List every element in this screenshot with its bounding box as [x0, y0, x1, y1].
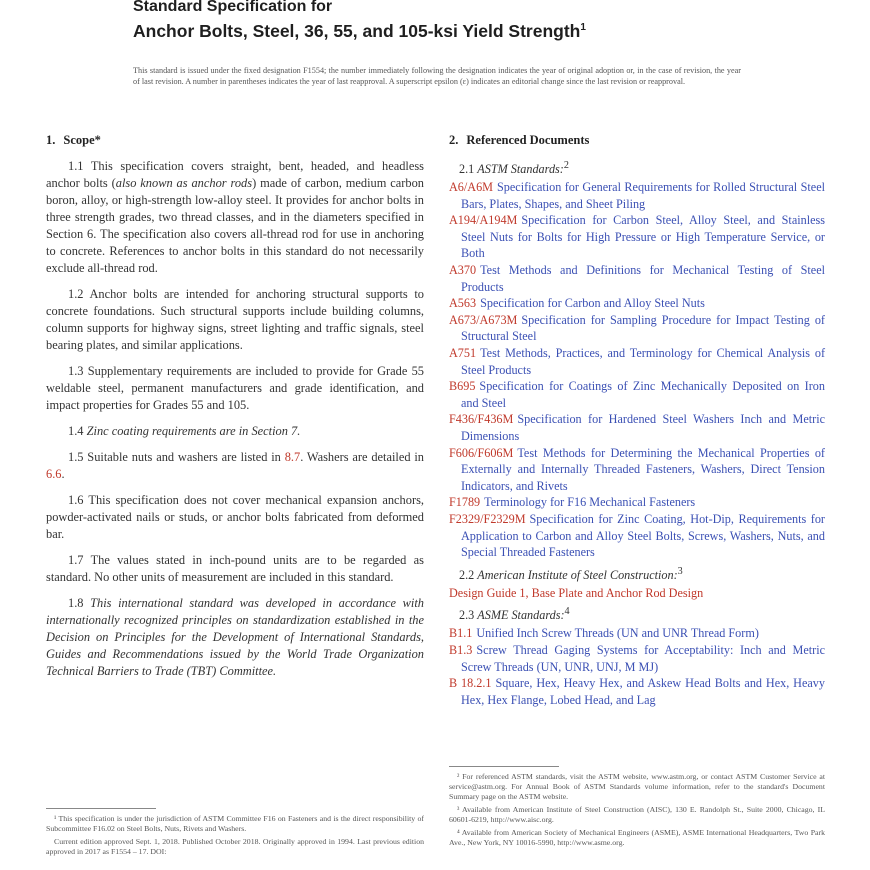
scope-paragraph-1-2: 1.2 Anchor bolts are intended for anchoring structural supports to concrete foundations. Such structural supports include building columns, column supports for highway signs, street lighting and traffic signals, steel bearing plates, and similar applications. — [46, 287, 424, 352]
reference-item[interactable] — [449, 625, 825, 642]
reference-item[interactable] — [449, 212, 825, 262]
p1-number: 1.1 — [68, 159, 84, 173]
title-footnote-marker: 1 — [580, 22, 586, 33]
reference-item[interactable] — [449, 262, 825, 295]
reference-title: Screw Thread Gaging Systems for Acceptability: Inch and Metric Screw Threads (UN, UNR, UNJ, M MJ) — [461, 643, 825, 674]
left-footnote-divider — [46, 808, 156, 809]
scope-heading-number: 1. — [46, 133, 56, 147]
footnote-1-edition: Current edition approved Sept. 1, 2018. Published October 2018. Originally approved in 1994. Last previous edition approved in 2017 as F1554 – 17. DOI: — [46, 837, 424, 856]
right-footnotes — [449, 772, 825, 851]
reference-code: F1789 — [449, 495, 481, 510]
reference-title: Test Methods, Practices, and Terminology for Chemical Analysis of Steel Products — [461, 346, 825, 377]
astm-label-text: ASTM Standards: — [477, 162, 564, 177]
astm-footnote-marker: 2 — [563, 160, 569, 171]
scope-paragraph-1-7: 1.7 The values stated in inch-pound units are to be regarded as standard. No other units of measurement are included in this standard. — [46, 553, 424, 584]
references-heading — [449, 133, 825, 148]
p8-italic: This international standard was developed in accordance with internationally recognized principles on standardization established in the Decision on Principles for the Development of International Standards, Guides and Recommendations issued by the World Trade Organization Technical Barriers to Trade (TBT) Committee. — [46, 596, 424, 678]
footnote-4: ⁴ Available from American Society of Mechanical Engineers (ASME), ASME International Headquarters, Two Park Ave., New York, NY 10016-5990, http://www.asme.org. — [449, 828, 825, 847]
reference-code: F2329/F2329M — [449, 511, 526, 526]
right-column — [449, 133, 825, 708]
asme-label-number: 2.3 — [459, 608, 475, 623]
asme-reference-list — [449, 625, 825, 708]
asme-footnote-marker: 4 — [564, 606, 570, 618]
references-heading-text: Referenced Documents — [466, 133, 590, 147]
footnote-2: ² For referenced ASTM standards, visit the ASTM website, www.astm.org, or contact ASTM Customer Service at service@astm.org. For Annual Book of ASTM Standards volume information, refer to the standard's Document Summary page on the ASTM website. — [449, 772, 825, 801]
reference-code: F606/F606M — [449, 445, 514, 460]
right-footnote-divider — [449, 766, 559, 767]
scope-paragraph-1-3: 1.3 Supplementary requirements are included to provide for Grade 55 weldable steel, permanent manufacturers and grade identification, and impact properties for Grades 55 and 105. — [46, 364, 424, 412]
title-line-2 — [133, 17, 833, 42]
reference-title: Test Methods for Determining the Mechanical Properties of Externally and Internally Threaded Fasteners, Washers, Direct Tension Indicators, and Rivets — [461, 445, 825, 493]
reference-code: A751 — [449, 346, 477, 360]
p5-text-b: . Washers are detailed in — [300, 450, 424, 464]
p8-number: 1.8 — [68, 596, 84, 610]
p4-number: 1.4 — [68, 424, 84, 438]
title-text: Anchor Bolts, Steel, 36, 55, and 105-ksi Yield Strength — [133, 20, 581, 41]
reference-title: Specification for Carbon and Alloy Steel Nuts — [480, 296, 705, 311]
reference-item[interactable] — [449, 345, 825, 378]
title-block — [133, 0, 833, 42]
scope-paragraph-1-1 — [46, 158, 424, 277]
aisc-design-guide-link[interactable]: Design Guide 1, Base Plate and Anchor Rod Design — [449, 585, 704, 600]
footnote-1: ¹ This specification is under the jurisdiction of ASTM Committee F16 on Fasteners and is the direct responsibility of Subcommittee F16.02 on Steel Bolts, Nuts, Rivets and Washers. — [46, 814, 424, 833]
reference-item[interactable] — [449, 312, 825, 345]
reference-item[interactable] — [449, 494, 825, 511]
reference-title: Specification for Hardened Steel Washers Inch and Metric Dimensions — [461, 412, 825, 443]
reference-title: Square, Hex, Heavy Hex, and Askew Head Bolts and Hex, Heavy Hex, Hex Flange, Lobed Head, and Lag — [461, 676, 825, 707]
reference-title: Test Methods and Definitions for Mechanical Testing of Steel Products — [461, 263, 825, 294]
designation-notice: This standard is issued under the fixed designation F1554; the number immediately following the designation indicates the year of original adoption or, in the case of revision, the year of last revision. A number in parentheses indicates the year of last reapproval. A superscript epsilon (ε) indicates an editorial change since the last revision or reapproval. — [133, 66, 741, 86]
section-link-6-6[interactable]: 6.6 — [46, 467, 62, 481]
p4-italic: Zinc coating requirements are in Section 7. — [86, 424, 301, 438]
reference-code: A194/A194M — [449, 213, 518, 228]
scope-paragraph-1-8 — [46, 595, 424, 680]
reference-item[interactable] — [449, 675, 825, 708]
title-line-1: Standard Specification for — [133, 0, 333, 15]
reference-title: Specification for Coatings of Zinc Mechanically Deposited on Iron and Steel — [461, 379, 825, 410]
footnote-3: ³ Available from American Institute of Steel Construction (AISC), 130 E. Randolph St., Suite 2000, Chicago, IL 60601-6219, http://www.aisc.org. — [449, 805, 825, 824]
left-column — [46, 133, 424, 689]
reference-code: B695 — [449, 379, 476, 394]
astm-reference-list — [449, 179, 825, 561]
reference-item[interactable] — [449, 511, 825, 561]
reference-title: Specification for General Requirements for Rolled Structural Steel Bars, Plates, Shapes, and Sheet Piling — [461, 180, 825, 211]
reference-code: A673/A673M — [449, 312, 518, 327]
reference-code: B1.1 — [449, 626, 473, 641]
p1-text-a: This specification covers straight, bent, headed, and headless anchor bolts ( — [46, 159, 424, 190]
p1-italic: also known as anchor rods — [115, 176, 253, 190]
asme-standards-label — [459, 604, 825, 623]
references-heading-number: 2. — [449, 133, 459, 147]
reference-item[interactable] — [449, 378, 825, 411]
aisc-footnote-marker: 3 — [677, 565, 683, 577]
reference-code: A370 — [449, 263, 477, 278]
astm-label-number: 2.1 — [459, 162, 475, 177]
scope-paragraph-1-4 — [46, 423, 424, 440]
scope-paragraph-1-5 — [46, 449, 424, 483]
reference-code: B 18.2.1 — [449, 676, 492, 691]
reference-code: F436/F436M — [449, 412, 514, 427]
reference-item[interactable] — [449, 179, 825, 212]
scope-heading — [46, 133, 424, 148]
p1-text-b: ) made of carbon, medium carbon boron, alloy, or high-strength low-alloy steel. It provides for anchor bolts in three strength grades, two thread classes, and in the diameters specified in Section 6. The specification also covers all-thread rod for use in anchoring to concrete. References to anchor bolts in this standard do not necessarily exclude all-thread rod. — [46, 176, 424, 275]
reference-code: B1.3 — [449, 643, 473, 658]
reference-item[interactable] — [449, 295, 825, 312]
reference-title: Terminology for F16 Mechanical Fasteners — [484, 495, 696, 510]
p5-text-a: 1.5 Suitable nuts and washers are listed in — [68, 450, 281, 464]
left-footnotes — [46, 814, 424, 860]
reference-title: Specification for Zinc Coating, Hot-Dip, Requirements for Application to Carbon and Alloy Steel Bolts, Screws, Washers, Nuts, and Special Threaded Fasteners — [461, 511, 825, 560]
reference-title: Specification for Sampling Procedure for Impact Testing of Structural Steel — [461, 312, 825, 344]
reference-title: Unified Inch Screw Threads (UN and UNR Thread Form) — [476, 626, 759, 641]
scope-paragraph-1-6: 1.6 This specification does not cover mechanical expansion anchors, powder-activated nails or studs, or anchor bolts fabricated from deformed bar. — [46, 493, 424, 541]
reference-title: Specification for Carbon Steel, Alloy Steel, and Stainless Steel Nuts for Bolts for High Pressure or High Temperature Service, or Both — [461, 213, 825, 261]
reference-code: A563 — [449, 296, 477, 311]
astm-standards-label — [459, 158, 825, 177]
section-link-8-7[interactable]: 8.7 — [284, 450, 301, 464]
scope-heading-text: Scope* — [63, 133, 101, 147]
reference-item[interactable] — [449, 445, 825, 495]
reference-item[interactable] — [449, 642, 825, 675]
p5-text-c: . — [61, 467, 65, 481]
aisc-standards-label — [459, 564, 825, 583]
reference-code: A6/A6M — [449, 180, 494, 195]
reference-item[interactable] — [449, 411, 825, 444]
aisc-label-number: 2.2 — [459, 567, 475, 582]
aisc-label-text: American Institute of Steel Construction: — [477, 567, 678, 582]
asme-label-text: ASME Standards: — [477, 608, 565, 623]
